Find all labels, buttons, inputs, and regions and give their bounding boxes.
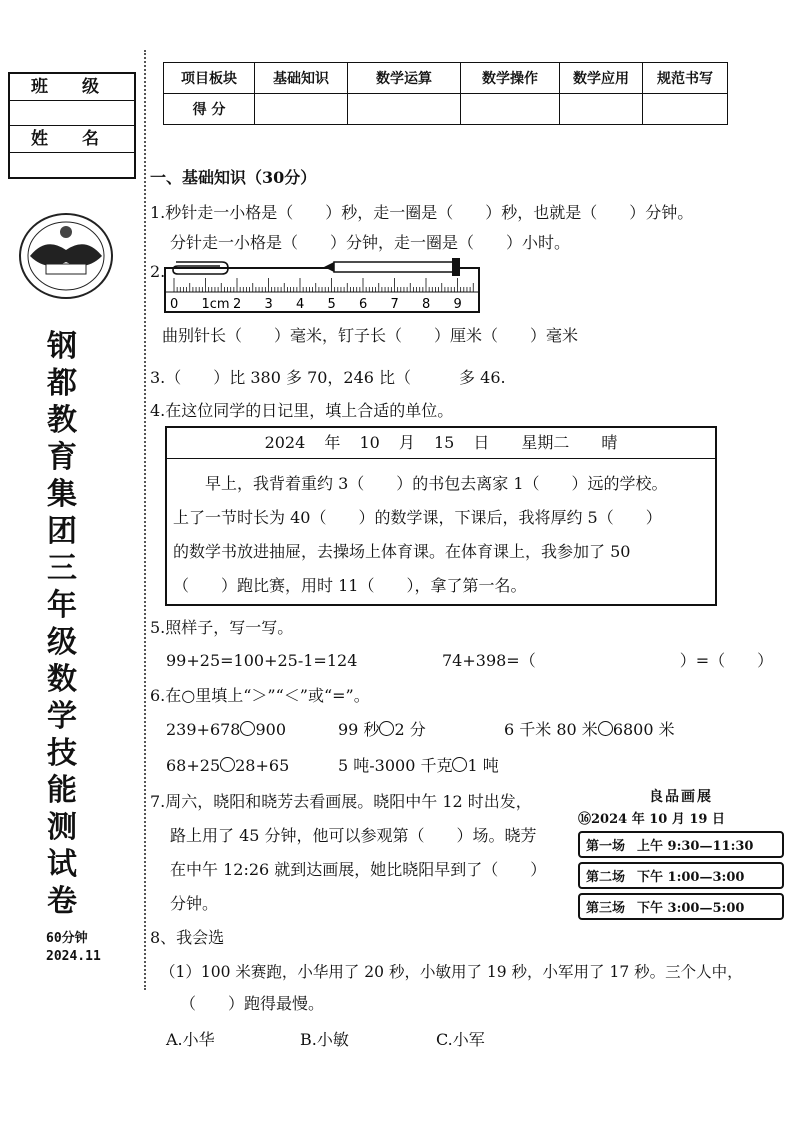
compare-circle-input[interactable] [240,721,255,736]
question-7-line: 路上用了 45 分钟，他可以参观第（ ）场。晓芳 [170,826,537,845]
diary-line: 早上，我背着重约 3（ ）的书包去离家 1（ ）远的学校。 [205,474,668,493]
schedule-title: 良品画展 [649,789,713,805]
score-row-label: 得 分 [164,94,255,125]
exam-title-vertical [44,328,80,920]
header-cell: 项目板块 [164,63,255,94]
question-1-line-1: 1.秒针走一小格是（ ）秒，走一圈是（ ）秒，也就是（ ）分钟。 [150,203,694,222]
compare-item [338,720,426,740]
session-name: 第一场 [586,839,626,854]
question-7-line: 7.周六，晓阳和晓芳去看画展。晓阳中午 12 时出发， [150,792,532,811]
title-char: 集 [47,477,77,512]
schedule-row [578,862,784,889]
compare-item [504,720,675,740]
title-char: 团 [47,514,77,549]
compare-left: 239+678 [166,720,241,739]
ruler-label: 8 [422,297,431,312]
compare-right: 900 [255,720,287,739]
compare-left: 6 千米 80 米 [504,720,598,739]
title-char: 三 [47,551,77,586]
title-char: 测 [47,810,77,845]
compare-left: 68+25 [166,756,221,775]
title-char: 钢 [47,329,77,364]
section-title: 一、基础知识（30分） [150,168,317,187]
name-label: 姓 名 [10,126,134,153]
diary-header: 2024 年 10 月 15 日 星期二 晴 [167,428,715,459]
compare-circle-input[interactable] [598,721,613,736]
question-8-title: 8、我会选 [150,928,225,947]
option-b[interactable]: B.小敏 [300,1030,349,1049]
title-char: 级 [47,625,77,660]
name-field[interactable] [10,153,134,177]
question-1-line-2: 分针走一小格是（ ）分钟，走一圈是（ ）小时。 [170,233,571,252]
question-8-1-line-2: （ ）跑得最慢。 [180,994,325,1013]
header-cell: 数学操作 [461,63,560,94]
title-char: 卷 [47,884,77,919]
question-3-line: 3.（ ）比 380 多 70，246 比（ 多 46. [150,368,506,387]
exam-date-text: 2024.11 [46,949,101,964]
schedule-row [578,831,784,858]
class-field[interactable] [10,101,134,126]
diary-line: （ ）跑比赛，用时 11（ ），拿了第一名。 [173,576,527,595]
exhibition-schedule [578,786,784,924]
ruler-label: 6 [359,297,368,312]
compare-left: 5 吨-3000 千克 [338,756,453,775]
ruler-label: 7 [390,297,399,312]
ruler-label: 9 [453,297,462,312]
compare-circle-input[interactable] [452,757,467,772]
title-char: 育 [47,440,77,475]
question-5-title: 5.照样子，写一写。 [150,618,294,637]
compare-left: 99 秒 [338,720,380,739]
diary-line: 的数学书放进抽屉，去操场上体育课。在体育课上，我参加了 50 [173,542,631,561]
score-table [163,62,728,125]
diary-line: 上了一节时长为 40（ ）的数学课，下课后，我将厚约 5（ ） [173,508,662,527]
schedule-date: ⑯2024 年 10 月 19 日 [578,812,725,827]
header-cell: 数学运算 [348,63,461,94]
compare-item [166,720,286,740]
ruler-label: 5 [327,297,336,312]
title-char: 都 [47,366,77,401]
question-5-example: 99+25=100+25-1=124 [166,651,358,670]
compare-right: 1 吨 [467,756,499,775]
ruler-label: 0 [170,297,179,312]
compare-circle-input[interactable] [379,721,394,736]
question-7-line: 分钟。 [170,894,219,913]
schedule-row [578,893,784,920]
ruler-label: 2 [233,297,242,312]
diary-box [165,426,717,606]
question-4-title: 4.在这位同学的日记里，填上合适的单位。 [150,401,454,420]
diary-body [167,459,715,603]
question-2-number: 2. [150,262,166,281]
compare-right: 6800 米 [612,720,675,739]
score-cell[interactable] [348,94,461,125]
score-cell[interactable] [461,94,560,125]
option-c[interactable]: C.小军 [436,1030,485,1049]
question-6-title: 6.在○里填上“＞”“＜”或“=”。 [150,686,370,705]
compare-right: 2 分 [394,720,426,739]
session-time: 下午 3:00—5:00 [637,901,745,916]
school-seal-icon [16,210,116,302]
session-name: 第三场 [586,901,626,916]
header-cell: 基础知识 [255,63,348,94]
title-char: 教 [47,403,77,438]
title-char: 学 [47,699,77,734]
question-5-task: 74+398=（ ）=（ ） [442,651,774,670]
fold-line [144,50,146,990]
session-time: 下午 1:00—3:00 [637,870,745,885]
compare-item [166,756,289,776]
ruler-label: 1cm [201,297,230,312]
title-char: 试 [47,847,77,882]
nail-icon [324,258,460,276]
score-cell[interactable] [560,94,643,125]
exam-duration [46,930,101,966]
session-name: 第二场 [586,870,626,885]
score-table-header-row [164,63,728,94]
question-7-line: 在中午 12:26 就到达画展，她比晓阳早到了（ ） [170,860,547,879]
duration-text: 60分钟 [46,931,88,946]
class-label: 班 级 [10,74,134,101]
compare-circle-input[interactable] [220,757,235,772]
header-cell: 数学应用 [560,63,643,94]
option-a[interactable]: A.小华 [166,1030,215,1049]
ruler-label: 3 [264,297,273,312]
score-cell[interactable] [255,94,348,125]
ruler-diagram [164,258,482,314]
title-char: 年 [47,588,77,623]
score-table-score-row [164,94,728,125]
ruler-label: 4 [296,297,305,312]
question-2-line: 曲别针长（ ）毫米，钉子长（ ）厘米（ ）毫米 [162,326,579,345]
title-char: 技 [47,736,77,771]
question-8-1-line-1: （1）100 米赛跑，小华用了 20 秒，小敏用了 19 秒，小军用了 17 秒。三个人中， [160,963,743,981]
score-cell[interactable] [643,94,728,125]
compare-item [338,756,499,776]
compare-right: 28+65 [235,756,290,775]
header-cell: 规范书写 [643,63,728,94]
title-char: 能 [47,773,77,808]
student-info-box [8,72,136,179]
title-char: 数 [47,662,77,697]
session-time: 上午 9:30—11:30 [637,839,754,854]
